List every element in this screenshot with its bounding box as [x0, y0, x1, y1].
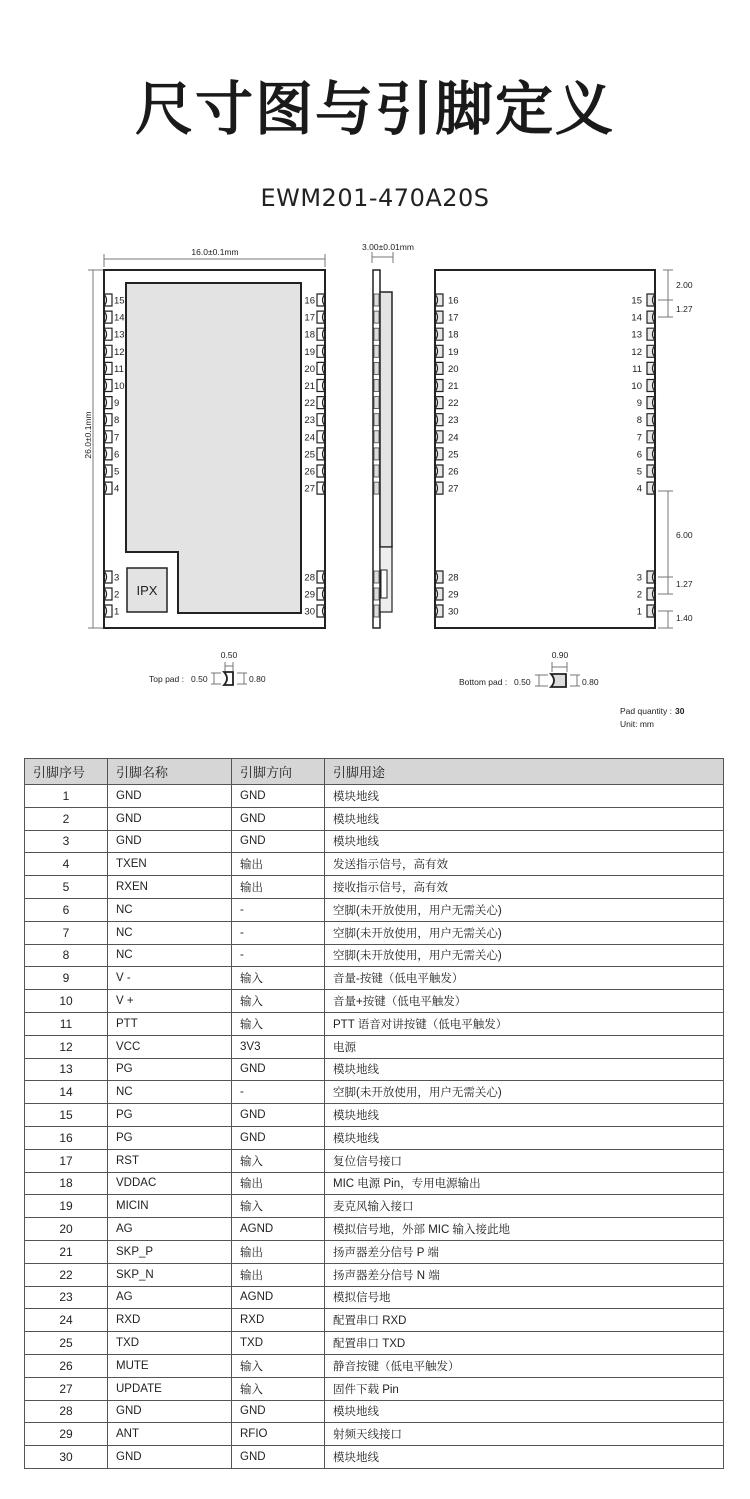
pin-number-cell: 24: [25, 1309, 108, 1332]
dim-pin-pitch-bottom: 1.27: [676, 579, 693, 589]
table-row: [25, 1058, 724, 1081]
pin-number-cell: 17: [25, 1149, 108, 1172]
pin-number-label: 7: [114, 432, 120, 444]
pin-name-cell: PTT: [108, 1012, 232, 1035]
pin-name-cell: RXD: [108, 1309, 232, 1332]
width-dimension-label: 16.0±0.1mm: [191, 247, 239, 257]
table-row: [25, 1446, 724, 1469]
pin-function-cell: 静音按键（低电平触发）: [325, 1354, 724, 1377]
pin-function-cell: 配置串口 RXD: [325, 1309, 724, 1332]
pin-name-cell: V +: [108, 990, 232, 1013]
pin-number-cell: 16: [25, 1126, 108, 1149]
pin-name-cell: PG: [108, 1058, 232, 1081]
pin-number-label: 14: [631, 312, 642, 324]
pin-direction-cell: AGND: [232, 1286, 325, 1309]
pin-number-label: 19: [304, 346, 315, 358]
pin-name-cell: VDDAC: [108, 1172, 232, 1195]
top-pad-label: Top pad :: [149, 674, 184, 684]
pin-name-cell: ANT: [108, 1423, 232, 1446]
pin-function-cell: 扬声器差分信号 P 端: [325, 1240, 724, 1263]
top-view: [83, 247, 325, 628]
pin-function-cell: 模块地线: [325, 1446, 724, 1469]
pin-number-label: 25: [304, 449, 315, 461]
pin-function-cell: 模块地线: [325, 1104, 724, 1127]
pin-name-cell: AG: [108, 1218, 232, 1241]
table-row: [25, 785, 724, 808]
header-pin-name: 引脚名称: [108, 759, 232, 785]
pin-direction-cell: GND: [232, 1446, 325, 1469]
pin-direction-cell: 输入: [232, 1377, 325, 1400]
pin-number-cell: 22: [25, 1263, 108, 1286]
top-pad-detail: [149, 650, 266, 685]
pin-direction-cell: 输入: [232, 1012, 325, 1035]
pin-number-label: 26: [448, 466, 459, 478]
pin-number-cell: 18: [25, 1172, 108, 1195]
unit-label: Unit: mm: [620, 719, 654, 729]
pin-number-label: 29: [448, 589, 459, 601]
pin-number-cell: 23: [25, 1286, 108, 1309]
pin-number-cell: 3: [25, 830, 108, 853]
pin-direction-cell: 输入: [232, 967, 325, 990]
dim-pin-pitch: 1.27: [676, 304, 693, 314]
table-row: [25, 1218, 724, 1241]
pin-number-cell: 4: [25, 853, 108, 876]
pin-number-cell: 6: [25, 898, 108, 921]
pin-number-label: 17: [304, 312, 315, 324]
pin-function-cell: 空脚(未开放使用，用户无需关心): [325, 944, 724, 967]
pin-number-label: 8: [636, 415, 642, 427]
pin-number-label: 6: [114, 449, 120, 461]
pin-function-cell: 模块地线: [325, 1400, 724, 1423]
pin-number-label: 16: [448, 295, 459, 307]
pin-direction-cell: GND: [232, 1058, 325, 1081]
table-row: [25, 1104, 724, 1127]
header-pin-direction: 引脚方向: [232, 759, 325, 785]
pin-number-label: 27: [448, 483, 459, 495]
pin-function-cell: 空脚(未开放使用，用户无需关心): [325, 1081, 724, 1104]
bottom-pad-detail: [459, 650, 599, 687]
pin-number-label: 17: [448, 312, 459, 324]
pin-number-label: 3: [114, 572, 120, 584]
pin-number-label: 8: [114, 415, 120, 427]
pin-number-label: 22: [448, 398, 459, 410]
pin-number-cell: 21: [25, 1240, 108, 1263]
pin-number-cell: 27: [25, 1377, 108, 1400]
side-pad: [374, 448, 379, 460]
pin-number-label: 11: [114, 363, 124, 375]
pin-function-cell: 复位信号接口: [325, 1149, 724, 1172]
pin-direction-cell: RFIO: [232, 1423, 325, 1446]
pin-name-cell: NC: [108, 1081, 232, 1104]
pin-direction-cell: GND: [232, 830, 325, 853]
pin-direction-cell: 3V3: [232, 1035, 325, 1058]
pin-name-cell: TXD: [108, 1332, 232, 1355]
pin-number-label: 7: [636, 432, 642, 444]
table-row: [25, 921, 724, 944]
pin-number-label: 21: [448, 381, 459, 392]
pin-function-cell: 模拟信号地: [325, 1286, 724, 1309]
pin-function-cell: 空脚(未开放使用，用户无需关心): [325, 898, 724, 921]
pin-number-cell: 15: [25, 1104, 108, 1127]
pin-number-label: 2: [114, 589, 120, 601]
bottom-pad-width-dim: 0.90: [551, 650, 569, 660]
table-row: [25, 1286, 724, 1309]
page-title: 尺寸图与引脚定义: [134, 75, 615, 143]
pin-number-cell: 12: [25, 1035, 108, 1058]
table-row: [25, 1263, 724, 1286]
table-row: [25, 990, 724, 1013]
pin-number-label: 1: [114, 606, 120, 618]
pin-direction-cell: GND: [232, 785, 325, 808]
pin-number-label: 21: [304, 381, 315, 392]
table-row: [25, 1354, 724, 1377]
pin-number-label: 30: [448, 606, 459, 618]
pin-direction-cell: GND: [232, 1126, 325, 1149]
pin-name-cell: GND: [108, 1400, 232, 1423]
pin-number-label: 5: [114, 466, 120, 478]
bottom-pad-left-dim: 0.50: [514, 677, 531, 687]
table-row: [25, 830, 724, 853]
pin-number-label: 24: [304, 432, 315, 444]
pin-name-cell: TXEN: [108, 853, 232, 876]
pin-function-cell: 模块地线: [325, 1058, 724, 1081]
pin-direction-cell: 输出: [232, 1240, 325, 1263]
pin-number-label: 23: [304, 415, 315, 427]
header-pin-number: 引脚序号: [25, 759, 108, 785]
table-row: [25, 1195, 724, 1218]
pin-number-cell: 8: [25, 944, 108, 967]
side-pad: [374, 362, 379, 374]
pin-number-label: 19: [448, 346, 459, 358]
pin-name-cell: RXEN: [108, 876, 232, 899]
pin-number-label: 9: [636, 398, 642, 410]
pin-number-cell: 20: [25, 1218, 108, 1241]
pin-name-cell: SKP_N: [108, 1263, 232, 1286]
pin-number-label: 18: [448, 329, 459, 341]
pin-number-cell: 28: [25, 1400, 108, 1423]
pin-number-label: 15: [631, 295, 642, 307]
table-row: [25, 1012, 724, 1035]
pin-function-cell: 模块地线: [325, 807, 724, 830]
pin-name-cell: NC: [108, 921, 232, 944]
pin-number-label: 4: [114, 483, 120, 495]
pin-direction-cell: -: [232, 944, 325, 967]
pin-function-cell: 固件下载 Pin: [325, 1377, 724, 1400]
pin-number-cell: 13: [25, 1058, 108, 1081]
pin-number-label: 11: [632, 363, 642, 375]
pin-number-label: 13: [631, 329, 642, 341]
pin-name-cell: GND: [108, 807, 232, 830]
ipx-label: IPX: [136, 583, 158, 598]
pin-number-label: 23: [448, 415, 459, 427]
pin-number-cell: 5: [25, 876, 108, 899]
side-pad: [374, 588, 379, 600]
pin-direction-cell: 输出: [232, 1172, 325, 1195]
pin-direction-cell: AGND: [232, 1218, 325, 1241]
model-name: EWM201-470A20S: [260, 184, 490, 212]
dim-top-margin: 2.00: [676, 280, 693, 290]
pin-direction-cell: GND: [232, 1400, 325, 1423]
pin-function-cell: PTT 语音对讲按键（低电平触发）: [325, 1012, 724, 1035]
side-pad: [374, 311, 379, 323]
table-row: [25, 1423, 724, 1446]
pin-number-cell: 2: [25, 807, 108, 830]
pin-number-label: 16: [304, 295, 315, 307]
thickness-dimension-label: 3.00±0.01mm: [362, 242, 414, 252]
side-view: [362, 242, 414, 628]
pin-function-cell: 音量+按键（低电平触发）: [325, 990, 724, 1013]
table-row: [25, 876, 724, 899]
top-pad-width-dim: 0.50: [220, 650, 238, 660]
pin-direction-cell: TXD: [232, 1332, 325, 1355]
pin-number-label: 13: [114, 329, 125, 341]
pin-number-label: 25: [448, 449, 459, 461]
pin-direction-cell: RXD: [232, 1309, 325, 1332]
side-pad: [374, 605, 379, 617]
pin-number-label: 14: [114, 312, 125, 324]
pin-number-label: 2: [636, 589, 642, 601]
pin-number-label: 28: [448, 572, 459, 584]
pin-function-cell: 音量-按键（低电平触发）: [325, 967, 724, 990]
table-row: [25, 1309, 724, 1332]
table-row: [25, 1240, 724, 1263]
pin-number-cell: 9: [25, 967, 108, 990]
side-pad: [374, 397, 379, 409]
bottom-pad-right-dim: 0.80: [582, 677, 599, 687]
pin-number-label: 1: [636, 606, 642, 618]
pin-function-cell: 麦克风输入接口: [325, 1195, 724, 1218]
pin-number-label: 10: [631, 381, 642, 392]
table-row: [25, 1377, 724, 1400]
pin-number-label: 15: [114, 295, 125, 307]
pin-number-label: 6: [636, 449, 642, 461]
table-row: [25, 967, 724, 990]
table-row: [25, 807, 724, 830]
pin-direction-cell: 输入: [232, 1195, 325, 1218]
pin-direction-cell: 输出: [232, 1263, 325, 1286]
pin-direction-cell: 输入: [232, 1149, 325, 1172]
pin-function-cell: 空脚(未开放使用，用户无需关心): [325, 921, 724, 944]
side-pad: [374, 465, 379, 477]
bottom-pad-label: Bottom pad :: [459, 677, 508, 687]
pin-number-cell: 26: [25, 1354, 108, 1377]
pin-number-cell: 10: [25, 990, 108, 1013]
pin-direction-cell: 输出: [232, 876, 325, 899]
pin-number-cell: 29: [25, 1423, 108, 1446]
pin-number-label: 5: [636, 466, 642, 478]
pin-function-cell: 配置串口 TXD: [325, 1332, 724, 1355]
pin-name-cell: GND: [108, 785, 232, 808]
table-row: [25, 1035, 724, 1058]
pin-number-label: 10: [114, 381, 125, 392]
table-row: [25, 898, 724, 921]
dim-bottom-margin: 1.40: [676, 613, 693, 623]
pin-function-cell: 射频天线接口: [325, 1423, 724, 1446]
pin-name-cell: AG: [108, 1286, 232, 1309]
pin-function-cell: 发送指示信号，高有效: [325, 853, 724, 876]
pin-name-cell: SKP_P: [108, 1240, 232, 1263]
pin-function-cell: 模拟信号地，外部 MIC 输入接此地: [325, 1218, 724, 1241]
pin-direction-cell: 输入: [232, 990, 325, 1013]
pin-number-cell: 14: [25, 1081, 108, 1104]
pin-name-cell: NC: [108, 944, 232, 967]
side-pad: [374, 380, 379, 392]
pin-number-label: 30: [304, 606, 315, 618]
pin-name-cell: V -: [108, 967, 232, 990]
table-row: [25, 1332, 724, 1355]
height-dimension-label: 26.0±0.1mm: [83, 411, 93, 459]
top-pad-left-dim: 0.50: [191, 674, 208, 684]
pin-number-cell: 1: [25, 785, 108, 808]
table-row: [25, 944, 724, 967]
pin-function-cell: 模块地线: [325, 785, 724, 808]
bottom-view: [435, 270, 693, 628]
pin-function-cell: 模块地线: [325, 1126, 724, 1149]
pin-number-label: 20: [304, 363, 315, 375]
dimension-diagram: [0, 230, 750, 740]
pin-direction-cell: -: [232, 921, 325, 944]
pin-name-cell: PG: [108, 1126, 232, 1149]
pin-name-cell: MICIN: [108, 1195, 232, 1218]
pin-number-cell: 30: [25, 1446, 108, 1469]
table-header-row: [25, 759, 724, 785]
pin-number-label: 18: [304, 329, 315, 341]
pin-name-cell: GND: [108, 830, 232, 853]
pin-name-cell: VCC: [108, 1035, 232, 1058]
pin-direction-cell: -: [232, 898, 325, 921]
pad-quantity-label: Pad quantity : 30: [620, 706, 685, 716]
table-row: [25, 1126, 724, 1149]
pin-function-cell: 模块地线: [325, 830, 724, 853]
pin-number-cell: 19: [25, 1195, 108, 1218]
pin-number-label: 12: [114, 346, 125, 358]
pin-number-cell: 7: [25, 921, 108, 944]
pin-direction-cell: 输入: [232, 1354, 325, 1377]
top-pad-right-dim: 0.80: [249, 674, 266, 684]
side-pad: [374, 328, 379, 340]
pin-number-label: 26: [304, 466, 315, 478]
pin-number-cell: 25: [25, 1332, 108, 1355]
pin-number-label: 12: [631, 346, 642, 358]
pin-number-label: 28: [304, 572, 315, 584]
pin-name-cell: UPDATE: [108, 1377, 232, 1400]
pin-number-label: 20: [448, 363, 459, 375]
header-pin-function: 引脚用途: [325, 759, 724, 785]
pin-name-cell: NC: [108, 898, 232, 921]
side-pad: [374, 414, 379, 426]
pin-direction-cell: 输出: [232, 853, 325, 876]
pin-number-label: 3: [636, 572, 642, 584]
pin-name-cell: RST: [108, 1149, 232, 1172]
table-row: [25, 853, 724, 876]
pin-function-cell: 接收指示信号，高有效: [325, 876, 724, 899]
pin-name-cell: PG: [108, 1104, 232, 1127]
pin-number-label: 27: [304, 483, 315, 495]
side-pad: [374, 571, 379, 583]
table-row: [25, 1172, 724, 1195]
side-pad: [374, 431, 379, 443]
pin-direction-cell: GND: [232, 807, 325, 830]
pin-number-label: 22: [304, 398, 315, 410]
pin-name-cell: MUTE: [108, 1354, 232, 1377]
table-row: [25, 1081, 724, 1104]
pin-number-label: 4: [636, 483, 642, 495]
pin-name-cell: GND: [108, 1446, 232, 1469]
pin-direction-cell: GND: [232, 1104, 325, 1127]
side-pad: [374, 345, 379, 357]
table-row: [25, 1400, 724, 1423]
dim-gap: 6.00: [676, 530, 693, 540]
side-pad: [374, 294, 379, 306]
pin-number-label: 24: [448, 432, 459, 444]
pin-definition-table: [24, 758, 724, 1469]
pin-function-cell: 电源: [325, 1035, 724, 1058]
table-row: [25, 1149, 724, 1172]
pin-number-cell: 11: [25, 1012, 108, 1035]
pin-function-cell: 扬声器差分信号 N 端: [325, 1263, 724, 1286]
pin-number-label: 9: [114, 398, 120, 410]
pin-direction-cell: -: [232, 1081, 325, 1104]
side-pad: [374, 482, 379, 494]
pin-function-cell: MIC 电源 Pin，专用电源输出: [325, 1172, 724, 1195]
pin-number-label: 29: [304, 589, 315, 601]
